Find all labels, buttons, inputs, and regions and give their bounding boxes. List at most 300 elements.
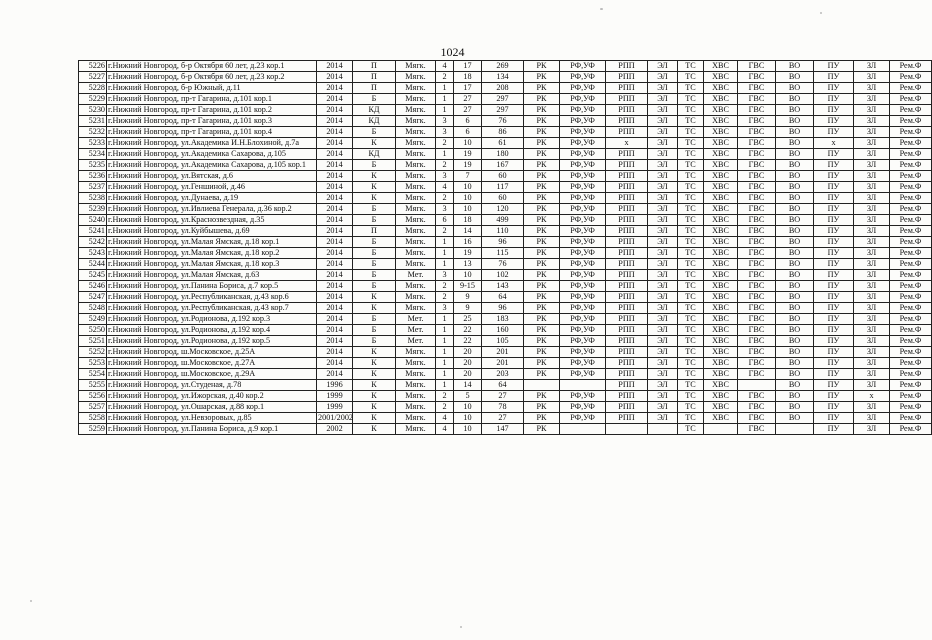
cell-hvs: ХВС xyxy=(704,61,738,72)
cell-hvs: ХВС xyxy=(704,149,738,160)
table-row xyxy=(79,270,932,281)
cell-zl: ЗЛ xyxy=(854,402,890,413)
cell-pu: ПУ xyxy=(814,127,854,138)
cell-rpp: РПП xyxy=(606,149,648,160)
cell-rpp: РПП xyxy=(606,391,648,402)
cell-vo: ВО xyxy=(776,314,814,325)
cell-area: 297 xyxy=(482,94,524,105)
cell-floors: 1 xyxy=(436,259,454,270)
cell-vo: ВО xyxy=(776,149,814,160)
cell-year: 2002 xyxy=(317,424,353,435)
cell-el: ЭЛ xyxy=(648,204,678,215)
cell-wall-material: КД xyxy=(353,105,396,116)
cell-rpp: РПП xyxy=(606,204,648,215)
table-row xyxy=(79,292,932,303)
cell-pu: ПУ xyxy=(814,160,854,171)
cell-rem-f: Рем.Ф xyxy=(890,358,932,369)
cell-area: 117 xyxy=(482,182,524,193)
cell-zl: ЗЛ xyxy=(854,193,890,204)
cell-rf-uf: РФ,УФ xyxy=(560,413,606,424)
cell-apartments: 6 xyxy=(454,127,482,138)
cell-floors: 3 xyxy=(436,127,454,138)
table-row xyxy=(79,127,932,138)
cell-rpp: РПП xyxy=(606,270,648,281)
cell-year: 2014 xyxy=(317,72,353,83)
cell-rpp: РПП xyxy=(606,413,648,424)
cell-zl: ЗЛ xyxy=(854,127,890,138)
cell-rf-uf: РФ,УФ xyxy=(560,72,606,83)
cell-rem-f: Рем.Ф xyxy=(890,61,932,72)
cell-address: г.Нижний Новгород, ул.Родионова, д.192 кор.5 xyxy=(107,336,317,347)
cell-rk: РК xyxy=(524,303,560,314)
cell-wall-material: Б xyxy=(353,314,396,325)
cell-roof-type: Мягк. xyxy=(396,424,436,435)
cell-rk: РК xyxy=(524,402,560,413)
cell-ts: ТС xyxy=(678,303,704,314)
cell-hvs: ХВС xyxy=(704,237,738,248)
cell-pu: ПУ xyxy=(814,424,854,435)
cell-floors: 1 xyxy=(436,369,454,380)
cell-pu: ПУ xyxy=(814,402,854,413)
table-row xyxy=(79,182,932,193)
cell-wall-material: Б xyxy=(353,237,396,248)
cell-floors: 1 xyxy=(436,358,454,369)
cell-gvs: ГВС xyxy=(738,237,776,248)
cell-ts: ТС xyxy=(678,347,704,358)
cell-address: г.Нижний Новгород, пр-т Гагарина, д.101 кор.3 xyxy=(107,116,317,127)
cell-zl: ЗЛ xyxy=(854,248,890,259)
cell-rk: РК xyxy=(524,237,560,248)
cell-address: г.Нижний Новгород, ул.Куйбышева, д.69 xyxy=(107,226,317,237)
cell-area: 297 xyxy=(482,105,524,116)
cell-vo: ВО xyxy=(776,138,814,149)
cell-zl: ЗЛ xyxy=(854,347,890,358)
cell-rf-uf: РФ,УФ xyxy=(560,369,606,380)
cell-ts: ТС xyxy=(678,72,704,83)
cell-rem-f: Рем.Ф xyxy=(890,171,932,182)
cell-el: ЭЛ xyxy=(648,127,678,138)
cell-wall-material: Б xyxy=(353,281,396,292)
table-row xyxy=(79,369,932,380)
cell-gvs: ГВС xyxy=(738,116,776,127)
cell-rem-f: Рем.Ф xyxy=(890,182,932,193)
cell-wall-material: Б xyxy=(353,259,396,270)
cell-wall-material: КД xyxy=(353,116,396,127)
cell-zl: ЗЛ xyxy=(854,270,890,281)
cell-row-number: 5248 xyxy=(79,303,107,314)
cell-apartments: 25 xyxy=(454,314,482,325)
cell-el: ЭЛ xyxy=(648,347,678,358)
cell-area: 105 xyxy=(482,336,524,347)
cell-pu: ПУ xyxy=(814,314,854,325)
cell-rf-uf: РФ,УФ xyxy=(560,116,606,127)
cell-el: ЭЛ xyxy=(648,303,678,314)
cell-year: 2014 xyxy=(317,171,353,182)
cell-row-number: 5246 xyxy=(79,281,107,292)
cell-vo: ВО xyxy=(776,325,814,336)
table-row xyxy=(79,380,932,391)
cell-el: ЭЛ xyxy=(648,83,678,94)
cell-vo: ВО xyxy=(776,83,814,94)
cell-hvs xyxy=(704,424,738,435)
cell-vo: ВО xyxy=(776,391,814,402)
cell-hvs: ХВС xyxy=(704,380,738,391)
cell-wall-material: Б xyxy=(353,270,396,281)
cell-apartments: 9-15 xyxy=(454,281,482,292)
cell-row-number: 5242 xyxy=(79,237,107,248)
cell-ts: ТС xyxy=(678,182,704,193)
cell-vo: ВО xyxy=(776,358,814,369)
cell-floors: 1 xyxy=(436,380,454,391)
cell-el: ЭЛ xyxy=(648,94,678,105)
cell-el: ЭЛ xyxy=(648,325,678,336)
cell-el: ЭЛ xyxy=(648,116,678,127)
cell-rk: РК xyxy=(524,127,560,138)
cell-apartments: 10 xyxy=(454,424,482,435)
table-row xyxy=(79,248,932,259)
cell-ts: ТС xyxy=(678,314,704,325)
cell-rem-f: Рем.Ф xyxy=(890,391,932,402)
cell-year: 2014 xyxy=(317,193,353,204)
cell-floors: 2 xyxy=(436,160,454,171)
cell-pu: ПУ xyxy=(814,171,854,182)
cell-wall-material: Б xyxy=(353,215,396,226)
cell-apartments: 20 xyxy=(454,369,482,380)
cell-floors: 1 xyxy=(436,325,454,336)
cell-roof-type: Мягк. xyxy=(396,160,436,171)
cell-rem-f: Рем.Ф xyxy=(890,292,932,303)
cell-wall-material: К xyxy=(353,380,396,391)
table-row xyxy=(79,303,932,314)
cell-rf-uf: РФ,УФ xyxy=(560,94,606,105)
cell-hvs: ХВС xyxy=(704,182,738,193)
table-row xyxy=(79,116,932,127)
cell-gvs: ГВС xyxy=(738,94,776,105)
cell-rf-uf: РФ,УФ xyxy=(560,303,606,314)
cell-el: ЭЛ xyxy=(648,171,678,182)
cell-rpp: РПП xyxy=(606,314,648,325)
cell-area: 147 xyxy=(482,424,524,435)
table-row xyxy=(79,72,932,83)
cell-el: ЭЛ xyxy=(648,259,678,270)
cell-address: г.Нижний Новгород, ул.Малая Ямская, д.18 кор.1 xyxy=(107,237,317,248)
cell-rk: РК xyxy=(524,325,560,336)
cell-hvs: ХВС xyxy=(704,413,738,424)
cell-rem-f: Рем.Ф xyxy=(890,226,932,237)
cell-year: 2014 xyxy=(317,160,353,171)
cell-wall-material: Б xyxy=(353,325,396,336)
cell-rpp: РПП xyxy=(606,259,648,270)
cell-rpp: РПП xyxy=(606,193,648,204)
cell-row-number: 5244 xyxy=(79,259,107,270)
table-row xyxy=(79,281,932,292)
cell-floors: 1 xyxy=(436,314,454,325)
cell-apartments: 9 xyxy=(454,292,482,303)
cell-rf-uf: РФ,УФ xyxy=(560,127,606,138)
cell-apartments: 10 xyxy=(454,138,482,149)
cell-address: г.Нижний Новгород, ул.Панина Бориса, д.7 кор.5 xyxy=(107,281,317,292)
cell-ts: ТС xyxy=(678,61,704,72)
cell-vo: ВО xyxy=(776,204,814,215)
cell-address: г.Нижний Новгород, ул.Республиканская, д.43 кор.6 xyxy=(107,292,317,303)
cell-rem-f: Рем.Ф xyxy=(890,127,932,138)
cell-roof-type: Мягк. xyxy=(396,171,436,182)
cell-pu: ПУ xyxy=(814,193,854,204)
cell-el: ЭЛ xyxy=(648,182,678,193)
cell-address: г.Нижний Новгород, ул.Академика Сахарова, д.105 кор.1 xyxy=(107,160,317,171)
cell-gvs: ГВС xyxy=(738,72,776,83)
cell-rk: РК xyxy=(524,347,560,358)
cell-rem-f: Рем.Ф xyxy=(890,336,932,347)
cell-row-number: 5231 xyxy=(79,116,107,127)
cell-apartments: 16 xyxy=(454,237,482,248)
cell-wall-material: П xyxy=(353,226,396,237)
cell-ts: ТС xyxy=(678,358,704,369)
cell-rpp: РПП xyxy=(606,248,648,259)
cell-vo: ВО xyxy=(776,72,814,83)
cell-gvs: ГВС xyxy=(738,138,776,149)
cell-year: 2014 xyxy=(317,314,353,325)
cell-rk: РК xyxy=(524,259,560,270)
cell-rpp: РПП xyxy=(606,347,648,358)
cell-rpp: РПП xyxy=(606,402,648,413)
cell-roof-type: Мягк. xyxy=(396,413,436,424)
cell-row-number: 5251 xyxy=(79,336,107,347)
cell-apartments: 22 xyxy=(454,336,482,347)
cell-apartments: 18 xyxy=(454,215,482,226)
cell-area: 78 xyxy=(482,402,524,413)
cell-ts: ТС xyxy=(678,138,704,149)
cell-rk: РК xyxy=(524,105,560,116)
cell-rpp: РПП xyxy=(606,61,648,72)
cell-address: г.Нижний Новгород, ул.Панина Бориса, д.9 кор.1 xyxy=(107,424,317,435)
cell-vo: ВО xyxy=(776,380,814,391)
cell-floors: 1 xyxy=(436,237,454,248)
cell-roof-type: Мет. xyxy=(396,270,436,281)
cell-zl: ЗЛ xyxy=(854,369,890,380)
cell-roof-type: Мягк. xyxy=(396,248,436,259)
cell-el: ЭЛ xyxy=(648,226,678,237)
cell-rf-uf: РФ,УФ xyxy=(560,61,606,72)
cell-rpp xyxy=(606,424,648,435)
cell-area: 180 xyxy=(482,149,524,160)
cell-row-number: 5227 xyxy=(79,72,107,83)
cell-wall-material: Б xyxy=(353,160,396,171)
cell-roof-type: Мягк. xyxy=(396,259,436,270)
cell-apartments: 14 xyxy=(454,226,482,237)
cell-hvs: ХВС xyxy=(704,402,738,413)
cell-zl: ЗЛ xyxy=(854,281,890,292)
cell-vo: ВО xyxy=(776,248,814,259)
cell-pu: ПУ xyxy=(814,292,854,303)
cell-hvs: ХВС xyxy=(704,105,738,116)
cell-area: 134 xyxy=(482,72,524,83)
cell-el: ЭЛ xyxy=(648,336,678,347)
cell-area: 201 xyxy=(482,358,524,369)
cell-gvs: ГВС xyxy=(738,149,776,160)
cell-wall-material: П xyxy=(353,83,396,94)
table-row xyxy=(79,314,932,325)
cell-floors: 1 xyxy=(436,105,454,116)
cell-wall-material: К xyxy=(353,138,396,149)
cell-ts: ТС xyxy=(678,270,704,281)
cell-gvs: ГВС xyxy=(738,402,776,413)
cell-wall-material: К xyxy=(353,347,396,358)
cell-roof-type: Мягк. xyxy=(396,215,436,226)
cell-gvs: ГВС xyxy=(738,193,776,204)
cell-floors: 3 xyxy=(436,204,454,215)
cell-rf-uf: РФ,УФ xyxy=(560,281,606,292)
cell-rk: РК xyxy=(524,94,560,105)
cell-rem-f: Рем.Ф xyxy=(890,259,932,270)
cell-wall-material: К xyxy=(353,413,396,424)
cell-rf-uf: РФ,УФ xyxy=(560,149,606,160)
cell-gvs: ГВС xyxy=(738,105,776,116)
cell-wall-material: К xyxy=(353,369,396,380)
cell-ts: ТС xyxy=(678,127,704,138)
cell-rpp: х xyxy=(606,138,648,149)
cell-wall-material: К xyxy=(353,358,396,369)
cell-rem-f: Рем.Ф xyxy=(890,281,932,292)
cell-wall-material: К xyxy=(353,182,396,193)
cell-wall-material: Б xyxy=(353,127,396,138)
cell-el: ЭЛ xyxy=(648,149,678,160)
cell-pu: ПУ xyxy=(814,270,854,281)
cell-address: г.Нижний Новгород, ул.Малая Ямская, д.18 кор.3 xyxy=(107,259,317,270)
cell-vo: ВО xyxy=(776,303,814,314)
cell-address: г.Нижний Новгород, ул.Геншиной, д.46 xyxy=(107,182,317,193)
cell-year: 2014 xyxy=(317,105,353,116)
cell-floors: 2 xyxy=(436,72,454,83)
cell-year: 2014 xyxy=(317,325,353,336)
table-row xyxy=(79,138,932,149)
cell-gvs: ГВС xyxy=(738,424,776,435)
cell-el: ЭЛ xyxy=(648,314,678,325)
cell-apartments: 10 xyxy=(454,193,482,204)
cell-wall-material: К xyxy=(353,171,396,182)
cell-year: 2014 xyxy=(317,204,353,215)
cell-rem-f: Рем.Ф xyxy=(890,105,932,116)
cell-area: 102 xyxy=(482,270,524,281)
cell-address: г.Нижний Новгород, ш.Московское, д.25А xyxy=(107,347,317,358)
cell-pu: ПУ xyxy=(814,347,854,358)
cell-rem-f: Рем.Ф xyxy=(890,325,932,336)
table-row xyxy=(79,391,932,402)
cell-rk: РК xyxy=(524,281,560,292)
cell-row-number: 5258 xyxy=(79,413,107,424)
cell-rf-uf: РФ,УФ xyxy=(560,193,606,204)
cell-vo: ВО xyxy=(776,347,814,358)
cell-rk: РК xyxy=(524,193,560,204)
cell-rf-uf: РФ,УФ xyxy=(560,336,606,347)
cell-el: ЭЛ xyxy=(648,237,678,248)
cell-el: ЭЛ xyxy=(648,248,678,259)
cell-el: ЭЛ xyxy=(648,270,678,281)
cell-vo: ВО xyxy=(776,402,814,413)
cell-roof-type: Мягк. xyxy=(396,83,436,94)
cell-roof-type: Мет. xyxy=(396,325,436,336)
cell-vo: ВО xyxy=(776,369,814,380)
cell-hvs: ХВС xyxy=(704,314,738,325)
cell-year: 2014 xyxy=(317,215,353,226)
cell-year: 2014 xyxy=(317,347,353,358)
cell-roof-type: Мягк. xyxy=(396,391,436,402)
cell-year: 2014 xyxy=(317,61,353,72)
cell-address: г.Нижний Новгород, ш.Московское, д.27А xyxy=(107,358,317,369)
cell-rem-f: Рем.Ф xyxy=(890,149,932,160)
cell-rpp: РПП xyxy=(606,182,648,193)
cell-vo: ВО xyxy=(776,292,814,303)
cell-hvs: ХВС xyxy=(704,303,738,314)
cell-el: ЭЛ xyxy=(648,369,678,380)
cell-floors: 3 xyxy=(436,303,454,314)
cell-year: 1996 xyxy=(317,380,353,391)
cell-address: г.Нижний Новгород, пр-т Гагарина, д.101 кор.2 xyxy=(107,105,317,116)
cell-hvs: ХВС xyxy=(704,116,738,127)
cell-area: 76 xyxy=(482,116,524,127)
table-row xyxy=(79,325,932,336)
cell-hvs: ХВС xyxy=(704,215,738,226)
cell-address: г.Нижний Новгород, ул.Дунаева, д.19 xyxy=(107,193,317,204)
cell-zl: ЗЛ xyxy=(854,138,890,149)
cell-area: 60 xyxy=(482,171,524,182)
cell-rf-uf: РФ,УФ xyxy=(560,160,606,171)
cell-roof-type: Мягк. xyxy=(396,380,436,391)
cell-year: 2014 xyxy=(317,281,353,292)
cell-wall-material: Б xyxy=(353,336,396,347)
cell-vo: ВО xyxy=(776,171,814,182)
cell-year: 2014 xyxy=(317,292,353,303)
cell-rf-uf: РФ,УФ xyxy=(560,292,606,303)
cell-pu: ПУ xyxy=(814,72,854,83)
cell-gvs: ГВС xyxy=(738,226,776,237)
cell-year: 2014 xyxy=(317,336,353,347)
cell-vo: ВО xyxy=(776,61,814,72)
cell-el: ЭЛ xyxy=(648,138,678,149)
cell-rf-uf: РФ,УФ xyxy=(560,402,606,413)
cell-el: ЭЛ xyxy=(648,380,678,391)
cell-el: ЭЛ xyxy=(648,193,678,204)
cell-rk: РК xyxy=(524,358,560,369)
cell-rf-uf: РФ,УФ xyxy=(560,237,606,248)
cell-rf-uf: РФ,УФ xyxy=(560,391,606,402)
cell-rem-f: Рем.Ф xyxy=(890,193,932,204)
cell-vo xyxy=(776,424,814,435)
cell-rem-f: Рем.Ф xyxy=(890,303,932,314)
cell-zl: ЗЛ xyxy=(854,204,890,215)
cell-zl: ЗЛ xyxy=(854,259,890,270)
cell-rem-f: Рем.Ф xyxy=(890,380,932,391)
cell-area: 120 xyxy=(482,204,524,215)
cell-address: г.Нижний Новгород, б-р Октября 60 лет, д.23 кор.1 xyxy=(107,61,317,72)
table-row xyxy=(79,413,932,424)
table-row xyxy=(79,83,932,94)
cell-el: ЭЛ xyxy=(648,292,678,303)
cell-apartments: 17 xyxy=(454,83,482,94)
cell-area: 64 xyxy=(482,380,524,391)
cell-rk: РК xyxy=(524,248,560,259)
cell-rk: РК xyxy=(524,369,560,380)
cell-zl: ЗЛ xyxy=(854,94,890,105)
cell-pu: ПУ xyxy=(814,204,854,215)
cell-el: ЭЛ xyxy=(648,358,678,369)
cell-rk: РК xyxy=(524,292,560,303)
cell-gvs: ГВС xyxy=(738,347,776,358)
cell-zl: ЗЛ xyxy=(854,215,890,226)
table-row xyxy=(79,171,932,182)
cell-rem-f: Рем.Ф xyxy=(890,94,932,105)
cell-hvs: ХВС xyxy=(704,171,738,182)
